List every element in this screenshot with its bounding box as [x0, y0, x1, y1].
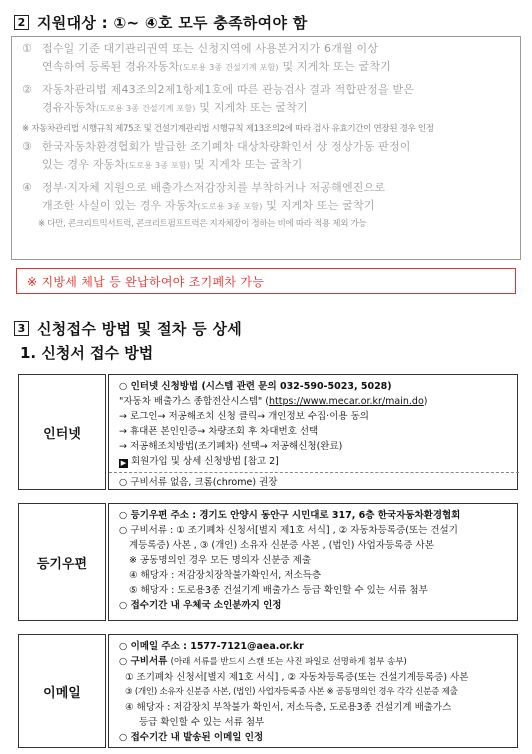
criterion-4: ④ 정부·지자체 지원으로 배출가스저감장치를 부착하거나 저공해엔진으로 개조한 사실이 있는 경우 자동차(도로용 3종 포함) 및 지게차 또는 굴착기	[22, 181, 386, 212]
method-email-content: ○ 이메일 주소 : 1577-7121@aea.or.kr ○ 구비서류 (아래 서류를 반드시 스캔 또는 사진 파일로 선명하게 첨부 송부) ① 조기폐차 신청서[별지 제1호 서식] , ② 자동차등록증(또는 건설기계등록증) 사본 ③ (개인) 소유자 신분증 사본, (법인) 사업자등록증 사본 ※ 공동명의인 경우 각각 신분증 제출 ④ 해당자 : 저감장치 부착불가 확인서, 저소득층, 도로용3종 건설기계 배출가스 등급 확인할 수 있는 서류 첨부 ○ 접수기간 내 발송된 이메일 인정	[108, 634, 518, 748]
arrow-box-icon: ▶	[120, 459, 127, 467]
section-2-title: 지원대상 : ①~ ④호 모두 충족하여야 함	[37, 14, 308, 32]
subsection-title: 1. 신청서 접수 방법	[20, 344, 154, 362]
method-internet-content: ○ 인터넷 신청방법 (시스템 관련 문의 032-590-5023, 5028) "자동차 배출가스 종합전산시스템" (https://www.mecar.or.kr/main.do) → 로그인→ 저공해조치 신청 클릭→ 개인정보 수집·이용 동의 → 휴대폰 본인인증→ 차량조회 후 차대번호 선택 → 저공해조치방법(조기폐차) 선택→ 저공해신청(완료) ▶ 회원가입 및 상세 신청방법 [참고 2] ○ 구비서류 없음, 크롬(chrome) 권장	[108, 374, 518, 490]
inspection-extension-note: ※ 자동차관리법 시행규칙 제75조 및 건설기계관리법 시행규칙 제13조의2에 따라 검사 유효기간이 연장된 경우 인정	[22, 124, 434, 134]
section-number-box: 2	[14, 15, 29, 30]
method-internet-row	[18, 374, 518, 490]
section-3-title: 신청접수 방법 및 절차 등 상세	[37, 320, 243, 338]
section-2-heading	[14, 12, 308, 33]
criterion-2: ② 자동차관리법 제43조의2제1항제1호에 따른 관능검사 결과 적합판정을 받은 경유자동차(도로용 3종 건설기계 포함) 및 지게차 또는 굴착기	[22, 83, 415, 114]
concrete-truck-exemption-note: ※ 다만, 콘크리트믹서트럭, 콘크리트펌프트럭은 지자체장이 정하는 비에 따라 적용 제외 가능	[38, 219, 367, 229]
tax-warning-text: ※ 지방세 체납 등 완납하여야 조기폐차 가능	[27, 274, 265, 289]
method-internet-label: 인터넷	[18, 374, 106, 490]
section-3-heading	[14, 318, 242, 339]
method-mail-content: ○ 등기우편 주소 : 경기도 안양시 동안구 시민대로 317, 6층 한국자동차환경협회 ○ 구비서류 : ① 조기폐차 신청서[별지 제1호 서식] , ② 자동차등록증(또는 건설기 계등록증) 사본 , ③ (개인) 소유자 신분증 사본 , (법인) 사업자등록증 사본 ※ 공동명의인 경우 모든 명의자 신분증 제출 ④ 해당자 : 저감장치장착불가확인서, 저소득층 ⑤ 해당자 : 도로용3종 건설기계 배출가스 등급 확인할 수 있는 서류 첨부 ○ 접수기간 내 우체국 소인분까지 인정	[108, 503, 518, 621]
method-mail-label: 등기우편	[18, 503, 106, 621]
method-email-label: 이메일	[18, 634, 106, 748]
method-mail-row	[18, 503, 518, 621]
section-number-box: 3	[14, 321, 29, 336]
method-email-row	[18, 634, 518, 748]
tax-warning-box	[16, 268, 516, 294]
eligibility-criteria-box	[11, 36, 521, 260]
mecar-link[interactable]: https://www.mecar.or.kr/main.do	[268, 396, 424, 407]
dashed-divider	[109, 472, 519, 473]
criterion-1: ① 접수일 기준 대기관리권역 또는 신청지역에 사용본거지가 6개월 이상 연속하여 등록된 경유자동차(도로용 3종 건설기계 포함) 및 지게차 또는 굴착기	[22, 42, 391, 73]
criterion-3: ③ 한국자동차환경협회가 발급한 조기폐차 대상차량확인서 상 정상가동 판정이 있는 경우 자동차(도로용 3종 포함) 및 지게차 또는 굴착기	[22, 140, 411, 171]
